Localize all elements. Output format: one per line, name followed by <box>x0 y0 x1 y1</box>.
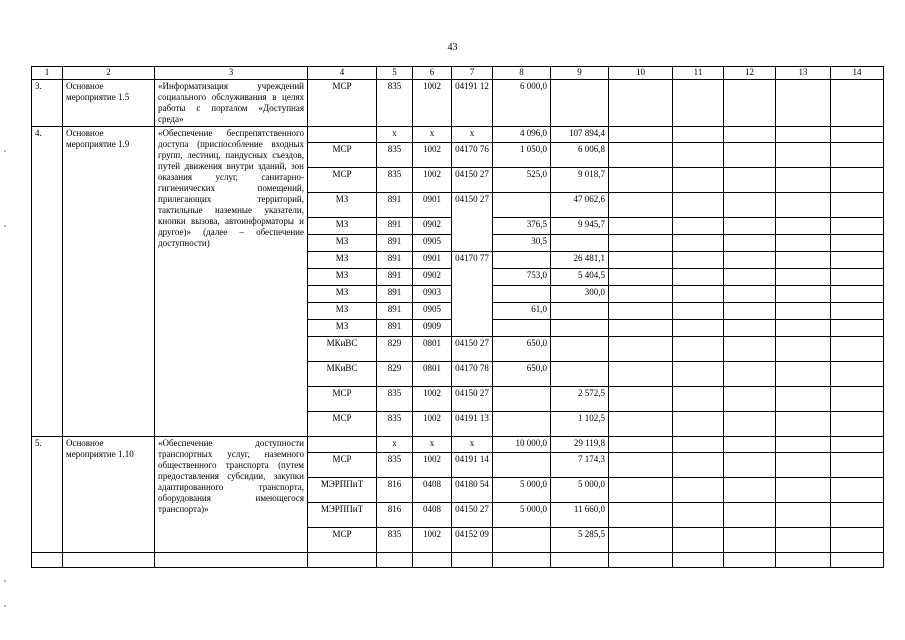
table-row <box>32 127 884 143</box>
margin-mark <box>4 150 6 152</box>
amount-col-9 <box>551 303 609 320</box>
empty-cell-12 <box>724 269 776 286</box>
department-code: 891 <box>377 193 413 218</box>
section-code: 1002 <box>413 80 452 127</box>
empty-cell-10 <box>609 127 673 143</box>
section-code: 0903 <box>413 286 452 303</box>
empty-cell-14 <box>831 387 884 412</box>
empty-cell-13 <box>776 269 831 286</box>
empty-cell-14 <box>831 80 884 127</box>
empty-cell-12 <box>724 80 776 127</box>
amount-col-8 <box>493 528 551 553</box>
target-article-code: 04150 27 <box>452 337 493 362</box>
empty-cell-10 <box>609 437 673 453</box>
amount-col-8: 5 000,0 <box>493 503 551 528</box>
amount-col-9: 29 119,8 <box>551 437 609 453</box>
row-number: 4. <box>32 127 63 437</box>
empty-cell-14 <box>831 269 884 286</box>
amount-col-9 <box>551 235 609 252</box>
empty-cell-14 <box>831 127 884 143</box>
section-code: 1002 <box>413 528 452 553</box>
empty-cell <box>155 553 308 568</box>
target-article-code: х <box>452 437 493 453</box>
amount-col-8: 10 000,0 <box>493 437 551 453</box>
empty-cell-13 <box>776 127 831 143</box>
amount-col-8: 1 050,0 <box>493 143 551 168</box>
ministry-code: МСР <box>308 168 377 193</box>
empty-cell-11 <box>673 127 724 143</box>
department-code: 835 <box>377 168 413 193</box>
event-name: Основное мероприятие 1.9 <box>63 127 155 437</box>
empty-cell-12 <box>724 168 776 193</box>
empty-cell-11 <box>673 412 724 437</box>
empty-cell-13 <box>776 193 831 218</box>
empty-cell-10 <box>609 286 673 303</box>
empty-cell-13 <box>776 362 831 387</box>
amount-col-8: 650,0 <box>493 337 551 362</box>
column-header: 7 <box>452 67 493 80</box>
empty-cell-13 <box>776 412 831 437</box>
section-code: 1002 <box>413 412 452 437</box>
amount-col-9: 300,0 <box>551 286 609 303</box>
department-code: 816 <box>377 503 413 528</box>
empty-cell-11 <box>673 478 724 503</box>
empty-cell-13 <box>776 478 831 503</box>
empty-cell-13 <box>776 286 831 303</box>
target-article-code: 04191 13 <box>452 412 493 437</box>
amount-col-9: 2 572,5 <box>551 387 609 412</box>
amount-col-9: 47 062,6 <box>551 193 609 218</box>
column-header: 12 <box>724 67 776 80</box>
section-code: 1002 <box>413 143 452 168</box>
empty-cell <box>609 553 673 568</box>
amount-col-9: 9 018,7 <box>551 168 609 193</box>
empty-cell-14 <box>831 143 884 168</box>
ministry-code: МЗ <box>308 303 377 320</box>
empty-cell-13 <box>776 337 831 362</box>
amount-col-8 <box>493 387 551 412</box>
empty-cell-11 <box>673 143 724 168</box>
amount-col-8: 30,5 <box>493 235 551 252</box>
empty-cell-14 <box>831 168 884 193</box>
event-description: «Информатизация учреждений социального обслуживания в целях работы с порталом «Доступная среда» <box>155 80 308 127</box>
empty-cell-13 <box>776 503 831 528</box>
department-code: 891 <box>377 320 413 337</box>
amount-col-8: 376,5 <box>493 218 551 235</box>
empty-cell-14 <box>831 503 884 528</box>
empty-cell-13 <box>776 80 831 127</box>
empty-cell-10 <box>609 235 673 252</box>
department-code: х <box>377 127 413 143</box>
amount-col-9: 1 102,5 <box>551 412 609 437</box>
department-code: 835 <box>377 528 413 553</box>
empty-cell-12 <box>724 528 776 553</box>
empty-cell-12 <box>724 453 776 478</box>
column-header: 11 <box>673 67 724 80</box>
amount-col-9: 7 174,3 <box>551 453 609 478</box>
empty-cell <box>377 553 413 568</box>
empty-cell-14 <box>831 303 884 320</box>
empty-cell-11 <box>673 503 724 528</box>
amount-col-9 <box>551 337 609 362</box>
target-article-code: 04170 76 <box>452 143 493 168</box>
ministry-code <box>308 437 377 453</box>
empty-cell-10 <box>609 143 673 168</box>
empty-cell-12 <box>724 127 776 143</box>
target-article-code: х <box>452 127 493 143</box>
target-article-code: 04150 27 <box>452 387 493 412</box>
column-header: 2 <box>63 67 155 80</box>
target-article-code: 04191 14 <box>452 453 493 478</box>
ministry-code: МСР <box>308 387 377 412</box>
empty-cell-11 <box>673 320 724 337</box>
amount-col-8: 5 000,0 <box>493 478 551 503</box>
ministry-code: МЗ <box>308 235 377 252</box>
department-code: х <box>377 437 413 453</box>
section-code: 0408 <box>413 478 452 503</box>
ministry-code: МСР <box>308 412 377 437</box>
department-code: 891 <box>377 252 413 269</box>
empty-cell-14 <box>831 528 884 553</box>
amount-col-8: 650,0 <box>493 362 551 387</box>
empty-cell <box>63 553 155 568</box>
empty-cell-13 <box>776 320 831 337</box>
page-number: 43 <box>447 42 458 53</box>
empty-cell-11 <box>673 218 724 235</box>
section-code: 1002 <box>413 387 452 412</box>
amount-col-8 <box>493 286 551 303</box>
empty-cell-12 <box>724 193 776 218</box>
empty-cell-14 <box>831 320 884 337</box>
empty-cell-13 <box>776 218 831 235</box>
empty-cell-11 <box>673 337 724 362</box>
section-code: 0801 <box>413 362 452 387</box>
column-header: 13 <box>776 67 831 80</box>
ministry-code: МКиВС <box>308 337 377 362</box>
empty-cell-12 <box>724 252 776 269</box>
amount-col-8: 525,0 <box>493 168 551 193</box>
column-header: 8 <box>493 67 551 80</box>
empty-cell-10 <box>609 362 673 387</box>
empty-cell-13 <box>776 168 831 193</box>
amount-col-8: 6 000,0 <box>493 80 551 127</box>
section-code: 0901 <box>413 193 452 218</box>
empty-cell-13 <box>776 387 831 412</box>
empty-cell-11 <box>673 362 724 387</box>
section-code: 0905 <box>413 303 452 320</box>
empty-cell <box>493 553 551 568</box>
budget-table <box>31 66 884 568</box>
empty-cell-14 <box>831 286 884 303</box>
empty-cell-12 <box>724 143 776 168</box>
target-article-code: 04180 54 <box>452 478 493 503</box>
empty-cell <box>452 553 493 568</box>
ministry-code: МЗ <box>308 218 377 235</box>
target-article-code: 04152 09 <box>452 528 493 553</box>
department-code: 891 <box>377 235 413 252</box>
empty-cell-12 <box>724 303 776 320</box>
department-code: 835 <box>377 143 413 168</box>
department-code: 835 <box>377 387 413 412</box>
section-code: 0801 <box>413 337 452 362</box>
empty-cell-14 <box>831 412 884 437</box>
ministry-code: МСР <box>308 453 377 478</box>
department-code: 891 <box>377 303 413 320</box>
amount-col-9: 5 285,5 <box>551 528 609 553</box>
event-description: «Обеспечение беспрепятственного доступа (приспособление входных групп, лестниц, пандусных съездов, путей движения внутри зданий, зон оказания услуг, санитарно-гигиенических помещений, прилегающих территорий, тактильные наземные указатели, кнопки вызова, автоинформаторы и другое)» (далее – обеспечение доступности) <box>155 127 308 437</box>
ministry-code: МСР <box>308 528 377 553</box>
empty-cell-14 <box>831 218 884 235</box>
event-description: «Обеспечение доступности транспортных услуг, наземного общественного транспорта (путем предоставления субсидии, закупки адаптированного транспорта, оборудования имеющегося транспорта)» <box>155 437 308 553</box>
amount-col-8 <box>493 453 551 478</box>
empty-cell-12 <box>724 412 776 437</box>
empty-cell-14 <box>831 478 884 503</box>
target-article-code: 04150 27 <box>452 193 493 252</box>
amount-col-8 <box>493 320 551 337</box>
amount-col-9 <box>551 320 609 337</box>
ministry-code: МСР <box>308 143 377 168</box>
column-header: 6 <box>413 67 452 80</box>
target-article-code: 04150 27 <box>452 168 493 193</box>
empty-cell-10 <box>609 168 673 193</box>
empty-cell-12 <box>724 286 776 303</box>
section-code: 0408 <box>413 503 452 528</box>
amount-col-9: 26 481,1 <box>551 252 609 269</box>
department-code: 829 <box>377 337 413 362</box>
margin-mark <box>4 605 6 607</box>
row-number: 3. <box>32 80 63 127</box>
department-code: 891 <box>377 269 413 286</box>
empty-cell-13 <box>776 437 831 453</box>
target-article-code: 04170 78 <box>452 362 493 387</box>
table-row <box>32 437 884 453</box>
department-code: 891 <box>377 286 413 303</box>
column-header: 4 <box>308 67 377 80</box>
empty-cell-13 <box>776 235 831 252</box>
empty-cell-11 <box>673 193 724 218</box>
column-header: 10 <box>609 67 673 80</box>
empty-cell-11 <box>673 168 724 193</box>
amount-col-8 <box>493 412 551 437</box>
empty-cell-12 <box>724 478 776 503</box>
ministry-code: МЭРППиТ <box>308 478 377 503</box>
department-code: 835 <box>377 453 413 478</box>
column-header: 9 <box>551 67 609 80</box>
ministry-code: МКиВС <box>308 362 377 387</box>
empty-cell-10 <box>609 269 673 286</box>
column-header: 14 <box>831 67 884 80</box>
ministry-code: МЭРППиТ <box>308 503 377 528</box>
section-code: 1002 <box>413 453 452 478</box>
row-number: 5. <box>32 437 63 553</box>
section-code: 0909 <box>413 320 452 337</box>
section-code: 0902 <box>413 269 452 286</box>
ministry-code: МЗ <box>308 269 377 286</box>
amount-col-9: 6 006,8 <box>551 143 609 168</box>
section-code: 1002 <box>413 168 452 193</box>
table-row <box>32 80 884 127</box>
department-code: 816 <box>377 478 413 503</box>
margin-mark <box>4 580 6 582</box>
amount-col-8 <box>493 252 551 269</box>
empty-cell-11 <box>673 269 724 286</box>
amount-col-9: 107 894,4 <box>551 127 609 143</box>
empty-cell-11 <box>673 286 724 303</box>
empty-cell <box>32 553 63 568</box>
amount-col-9: 9 945,7 <box>551 218 609 235</box>
empty-cell-10 <box>609 80 673 127</box>
empty-cell-14 <box>831 362 884 387</box>
empty-cell-10 <box>609 193 673 218</box>
empty-cell-13 <box>776 528 831 553</box>
empty-cell-10 <box>609 337 673 362</box>
empty-cell-13 <box>776 303 831 320</box>
empty-cell-11 <box>673 453 724 478</box>
empty-cell-13 <box>776 453 831 478</box>
amount-col-8: 4 096,0 <box>493 127 551 143</box>
empty-cell-14 <box>831 193 884 218</box>
section-code: 0905 <box>413 235 452 252</box>
amount-col-9: 11 660,0 <box>551 503 609 528</box>
empty-cell-11 <box>673 235 724 252</box>
amount-col-8: 753,0 <box>493 269 551 286</box>
ministry-code <box>308 127 377 143</box>
empty-cell <box>673 553 724 568</box>
amount-col-9 <box>551 362 609 387</box>
empty-cell-10 <box>609 387 673 412</box>
event-name: Основное мероприятие 1.5 <box>63 80 155 127</box>
section-code: 0901 <box>413 252 452 269</box>
amount-col-9: 5 404,5 <box>551 269 609 286</box>
empty-cell-10 <box>609 453 673 478</box>
amount-col-9 <box>551 80 609 127</box>
empty-cell-13 <box>776 252 831 269</box>
empty-cell-10 <box>609 320 673 337</box>
empty-cell-11 <box>673 387 724 412</box>
empty-cell-12 <box>724 503 776 528</box>
department-code: 835 <box>377 412 413 437</box>
empty-cell-12 <box>724 218 776 235</box>
empty-cell-10 <box>609 412 673 437</box>
amount-col-9: 5 000,0 <box>551 478 609 503</box>
section-code: 0902 <box>413 218 452 235</box>
event-name: Основное мероприятие 1.10 <box>63 437 155 553</box>
ministry-code: МЗ <box>308 193 377 218</box>
empty-cell-12 <box>724 362 776 387</box>
ministry-code: МЗ <box>308 320 377 337</box>
empty-cell-14 <box>831 437 884 453</box>
target-article-code: 04150 27 <box>452 503 493 528</box>
target-article-code: 04191 12 <box>452 80 493 127</box>
header-row <box>32 67 884 80</box>
department-code: 835 <box>377 80 413 127</box>
empty-cell-13 <box>776 143 831 168</box>
empty-cell-10 <box>609 478 673 503</box>
empty-cell-10 <box>609 252 673 269</box>
ministry-code: МЗ <box>308 286 377 303</box>
margin-mark <box>4 225 6 227</box>
department-code: 891 <box>377 218 413 235</box>
empty-cell <box>413 553 452 568</box>
empty-cell-11 <box>673 252 724 269</box>
empty-cell-10 <box>609 528 673 553</box>
target-article-code: 04170 77 <box>452 252 493 337</box>
amount-col-8: 61,0 <box>493 303 551 320</box>
ministry-code: МСР <box>308 80 377 127</box>
empty-cell-12 <box>724 235 776 252</box>
empty-cell <box>831 553 884 568</box>
continuation-row <box>32 553 884 568</box>
empty-cell-14 <box>831 252 884 269</box>
empty-cell-11 <box>673 303 724 320</box>
empty-cell-11 <box>673 528 724 553</box>
column-header: 3 <box>155 67 308 80</box>
empty-cell <box>776 553 831 568</box>
empty-cell-12 <box>724 337 776 362</box>
empty-cell-12 <box>724 320 776 337</box>
empty-cell <box>551 553 609 568</box>
empty-cell-10 <box>609 218 673 235</box>
empty-cell <box>724 553 776 568</box>
ministry-code: МЗ <box>308 252 377 269</box>
section-code: х <box>413 127 452 143</box>
empty-cell-11 <box>673 437 724 453</box>
empty-cell-14 <box>831 235 884 252</box>
column-header: 1 <box>32 67 63 80</box>
section-code: х <box>413 437 452 453</box>
empty-cell <box>308 553 377 568</box>
empty-cell-10 <box>609 303 673 320</box>
amount-col-8 <box>493 193 551 218</box>
empty-cell-12 <box>724 437 776 453</box>
column-header: 5 <box>377 67 413 80</box>
table-body <box>32 67 884 568</box>
empty-cell-11 <box>673 80 724 127</box>
empty-cell-14 <box>831 453 884 478</box>
empty-cell-12 <box>724 387 776 412</box>
empty-cell-14 <box>831 337 884 362</box>
department-code: 829 <box>377 362 413 387</box>
empty-cell-10 <box>609 503 673 528</box>
